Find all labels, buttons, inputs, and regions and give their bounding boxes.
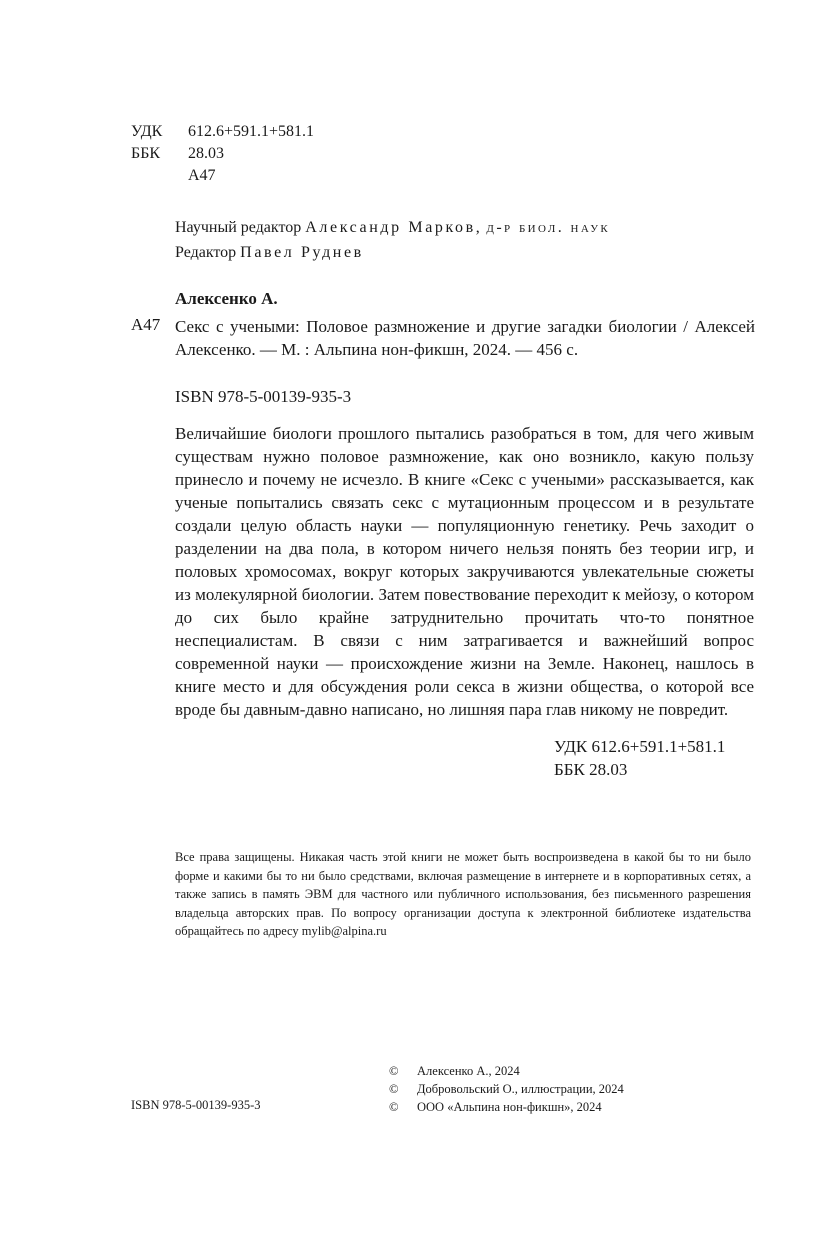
editor-role: Редактор — [175, 244, 237, 261]
udk-label: УДК — [131, 123, 163, 140]
record-isbn: ISBN 978-5-00139-935-3 — [175, 387, 352, 406]
bbk-label: ББК — [131, 145, 161, 162]
udk-value: 612.6+591.1+581.1 — [188, 123, 315, 140]
editor-line — [175, 240, 610, 265]
editor-name: Павел Руднев — [240, 244, 364, 261]
footer-isbn: ISBN 978-5-00139-935-3 — [131, 1098, 261, 1112]
record-code: А47 — [131, 315, 161, 334]
record-description: Секс с учеными: Половое размножение и другие загадки биологии / Алексей Алексенко. — М. : Альпина нон-фикшн, 2024. — 456 с. — [175, 317, 755, 359]
copyright-symbol: © — [389, 1100, 399, 1114]
bottom-classification — [554, 735, 725, 781]
record-author: Алексенко А. — [175, 289, 278, 308]
copyright-symbol: © — [389, 1064, 399, 1078]
rights-notice: Все права защищены. Никакая часть этой книги не может быть воспроизведена в какой бы то ни было форме и какими бы то ни было средствами, включая размещение в интернете и в корпоративных сетях, а также запись в память ЭВМ для частного или публичного использования, без письменного разрешения владельца авторских прав. По вопросу организации доступа к электронной библиотеке издательства обращайтесь по адресу mylib@alpina.ru — [175, 850, 751, 938]
science-editor-role: Научный редактор — [175, 219, 302, 236]
bottom-udk: УДК 612.6+591.1+581.1 — [554, 737, 726, 756]
copyright-symbol: © — [389, 1082, 399, 1096]
bbk-value: 28.03 — [188, 145, 224, 162]
bottom-bbk: ББК 28.03 — [554, 760, 628, 779]
copyright-text: ООО «Альпина нон-фикшн», 2024 — [417, 1100, 602, 1114]
science-editor-name: Александр Марков, — [305, 219, 483, 236]
science-editor-line — [175, 215, 610, 240]
science-editor-degree: д-р биол. наук — [486, 219, 611, 236]
copyright-text: Добровольский О., иллюстрации, 2024 — [417, 1082, 624, 1096]
author-mark: А47 — [188, 167, 216, 184]
copyright-text: Алексенко А., 2024 — [417, 1064, 520, 1078]
editors-block — [175, 215, 610, 265]
annotation-text: Величайшие биологи прошлого пытались разобраться в том, для чего живым существам нужно половое размножение, как оно возникло, какую пользу принесло и почему не исчезло. В книге «Секс с учеными» рассказывается, как ученые попытались связать секс с мутационным процессом и в результате создали целую область науки — популяционную генетику. Речь заходит о разделении на два пола, в котором ничего нельзя понять без теории игр, и половых хромосомах, вокруг которых закручиваются увлекательные сюжеты из молекулярной биологии. Затем повествование переходит к мейозу, о котором до сих было крайне затруднительно прочитать что-то понятное неспециалистам. В связи с ним затрагивается и важнейший вопрос современной науки — происхождение жизни на Земле. Наконец, нашлось в книге место и для обсуждения роли секса в жизни общества, о которой все вроде бы давным-давно написано, но лишняя пара глав никому не повредит. — [175, 424, 754, 719]
